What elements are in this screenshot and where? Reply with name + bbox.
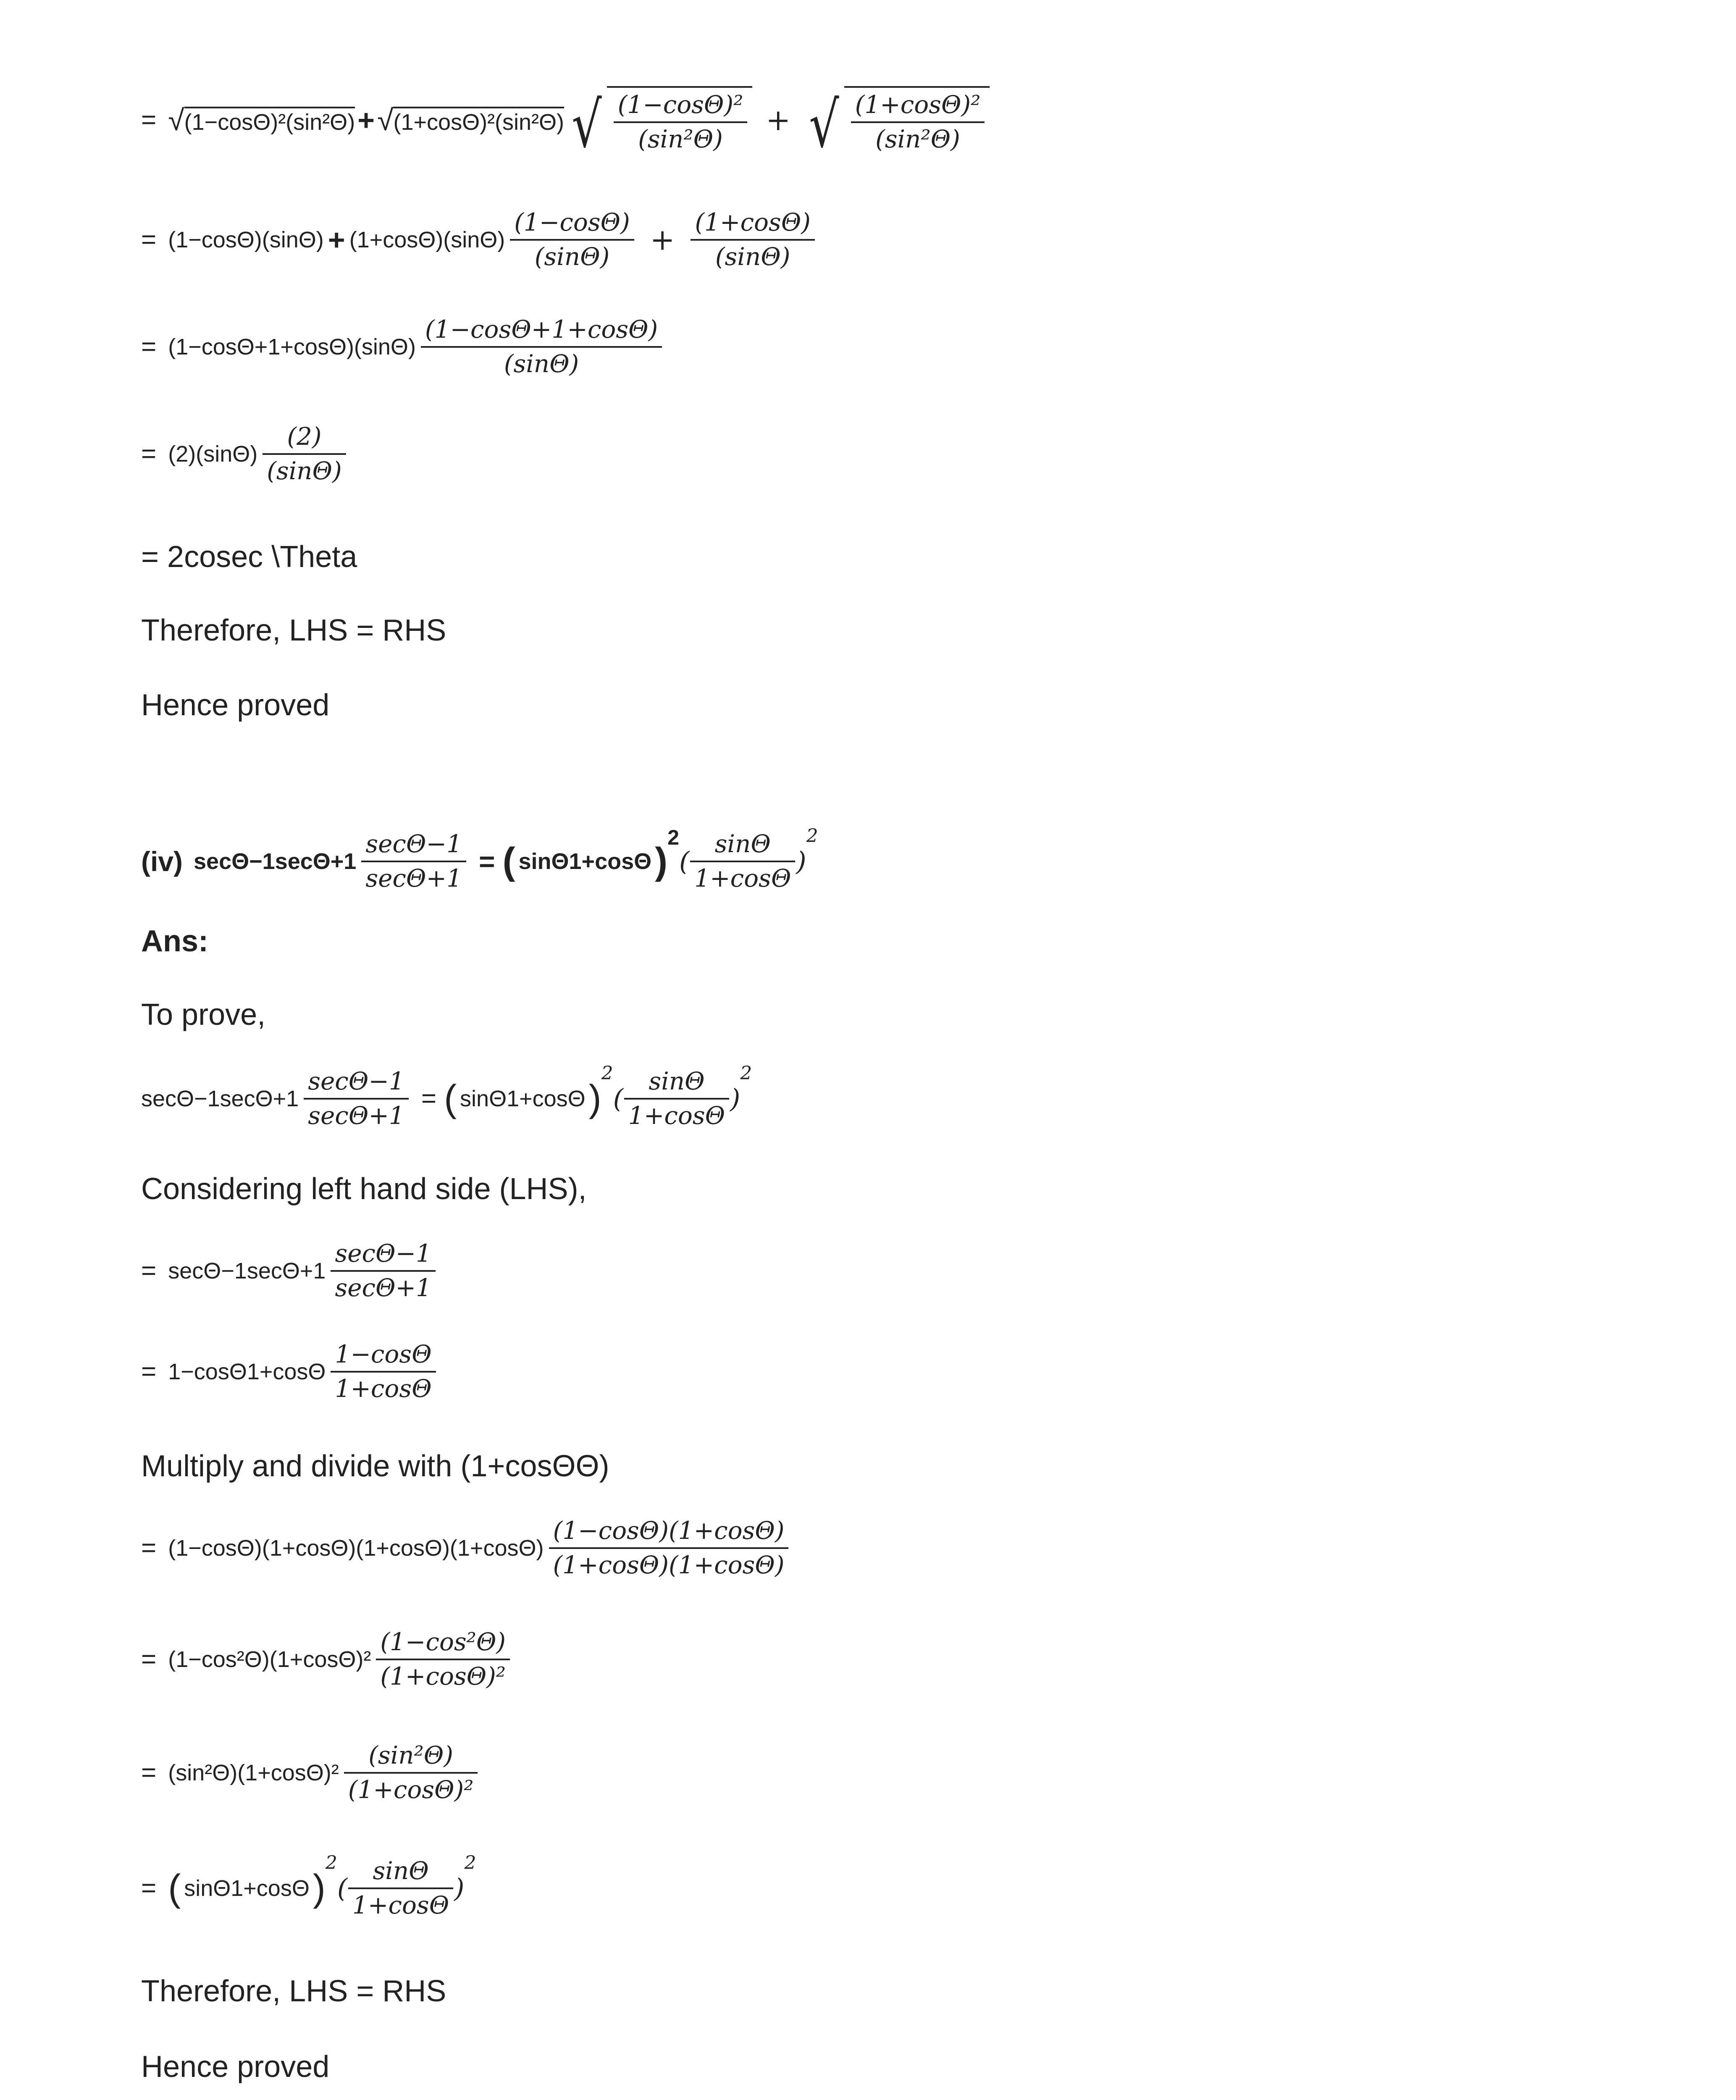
result-line: = 2cosec \Theta — [141, 540, 357, 574]
frac-denominator: 1+cosΘ — [335, 1374, 432, 1403]
plain-term-1: (1−cosΘ)(sinΘ) — [168, 227, 324, 252]
rhs-denominator: 1+cosΘ — [628, 1101, 725, 1130]
frac-numerator: (1−cos²Θ) — [380, 1628, 506, 1656]
hence-proved-line: Hence proved — [141, 688, 330, 722]
therefore-line-2: Therefore, LHS = RHS — [141, 1974, 446, 2008]
sqrt-frac-1-numerator: (1−cosΘ)² — [617, 90, 743, 119]
frac-numerator: (2) — [287, 422, 322, 451]
rhs-plain: sinΘ1+cosΘ — [518, 848, 652, 874]
plain-term: (1−cosΘ)(1+cosΘ)(1+cosΘ)(1+cosΘ) — [168, 1535, 544, 1561]
frac-numerator: sinΘ — [373, 1856, 429, 1885]
sqrt-frac-1-denominator: (sin²Θ) — [638, 124, 723, 153]
step-simplified-line: = (1−cosΘ)(sinΘ) + (1+cosΘ)(sinΘ) $\frac{(1-\cos\Theta)}{(\sin\Theta)}$ + $\frac{(1+\cos\Theta)}{(\sin\Theta)}$ — [141, 208, 820, 271]
frac-numerator: (1−cosΘ+1+cosΘ) — [425, 315, 658, 344]
step-sqrt-line: = √ (1−cosΘ)²(sin²Θ) + √ (1+cosΘ)²(sin²Θ) √ $\frac{\text{(1−cosΘ)²}}{\text{(sin²Θ)}}$ + √ $\frac{\text{(1+cosΘ)²}}{\text{(sin²Θ)}}$ — [141, 86, 992, 154]
statement-line: secΘ−1secΘ+1 $\frac{\sec\Theta-1}{\sec\Theta+1}$ = ( sinΘ1+cosΘ ) 2 ( $\frac{\sin\Theta}{1+\cos\Theta}$ ) 2 — [141, 1063, 752, 1130]
therefore-line: Therefore, LHS = RHS — [141, 614, 446, 647]
plain-term: (sin²Θ)(1+cosΘ)² — [168, 1760, 339, 1785]
frac-numerator: secΘ−1 — [335, 1239, 432, 1268]
lhs-plain: secΘ−1secΘ+1 — [194, 848, 357, 874]
rhs-denominator: 1+cosΘ — [694, 864, 791, 892]
rhs-numerator: sinΘ — [714, 830, 771, 858]
plain-term: (2)(sinΘ) — [168, 441, 258, 467]
frac-numerator: (1−cosΘ)(1+cosΘ) — [553, 1516, 785, 1545]
equals-sign: = — [478, 845, 495, 877]
lhs-step-4: = (1−cos²Θ)(1+cosΘ)² $\frac{\text{(1−cos²Θ)}}{\text{(1+cosΘ)²}}$ — [141, 1628, 515, 1691]
lhs-step-5: = (sin²Θ)(1+cosΘ)² $\frac{\text{(sin²Θ)}}{\text{(1+cosΘ)²}}$ — [141, 1741, 483, 1804]
rhs-exponent: 2 — [667, 826, 679, 849]
lhs-denominator: secΘ+1 — [365, 864, 462, 892]
lhs-step-6: = ( sinΘ1+cosΘ ) 2 ( $\frac{\sin\Theta}{1+\cos\Theta}$ ) 2 — [141, 1852, 476, 1919]
frac-denominator: (1+cosΘ)² — [348, 1775, 474, 1804]
step-combined-line: = (1−cosΘ+1+cosΘ)(sinΘ) $\frac{(1-\cos\Theta+1+\cos\Theta)}{(\sin\Theta)}$ — [141, 315, 667, 378]
lhs-plain: secΘ−1secΘ+1 — [141, 1086, 299, 1111]
plain-term: 1−cosΘ1+cosΘ — [168, 1359, 326, 1384]
frac-denominator: (sinΘ) — [267, 456, 342, 485]
considering-lhs-label: Considering left hand side (LHS), — [141, 1172, 587, 1206]
plain-term: (1−cosΘ+1+cosΘ)(sinΘ) — [168, 334, 416, 360]
plain-term-2: (1+cosΘ)(sinΘ) — [349, 227, 505, 252]
sqrt-frac-2-denominator: (sin²Θ) — [875, 124, 960, 153]
lhs-step-1: = secΘ−1secΘ+1 $\frac{\sec\Theta-1}{\sec\Theta+1}$ — [141, 1239, 441, 1302]
frac-1-denominator: (sinΘ) — [534, 242, 610, 271]
frac-numerator: 1−cosΘ — [335, 1340, 432, 1368]
frac-denominator: (1+cosΘ)(1+cosΘ) — [553, 1550, 785, 1579]
frac-denominator: (sinΘ) — [504, 349, 579, 378]
frac-denominator: 1+cosΘ — [352, 1890, 449, 1919]
hence-proved-line-2: Hence proved — [141, 2050, 330, 2084]
sqrt-term-1: (1−cosΘ)²(sin²Θ) — [184, 107, 355, 134]
frac-2-denominator: (sinΘ) — [715, 242, 791, 271]
plain-term: sinΘ1+cosΘ — [184, 1875, 310, 1901]
lhs-step-2: = 1−cosΘ1+cosΘ $\frac{1-\cos\Theta}{1+\cos\Theta}$ — [141, 1340, 441, 1403]
to-prove-label: To prove, — [141, 998, 266, 1032]
multiply-divide-note: Multiply and divide with (1+cosΘΘ) — [141, 1449, 609, 1483]
lhs-numerator: secΘ−1 — [365, 830, 462, 858]
rhs-frac-exponent: 2 — [806, 825, 818, 847]
lhs-denominator: secΘ+1 — [308, 1101, 404, 1130]
lhs-numerator: secΘ−1 — [308, 1067, 404, 1095]
question-label: (iv) — [141, 845, 183, 877]
frac-2-numerator: (1+cosΘ) — [695, 208, 811, 236]
plain-term: secΘ−1secΘ+1 — [168, 1258, 326, 1284]
answer-label: Ans: — [141, 924, 208, 958]
plain-term: (1−cos²Θ)(1+cosΘ)² — [168, 1646, 371, 1672]
frac-denominator: secΘ+1 — [335, 1273, 432, 1302]
frac-1-numerator: (1−cosΘ) — [514, 208, 630, 236]
rhs-numerator: sinΘ — [649, 1067, 705, 1095]
question-iv-heading: (iv) secΘ−1secΘ+1 $\frac{\sec\Theta-1}{\sec\Theta+1}$ = ( sinΘ1+cosΘ ) $^2$ ( $\frac{\sin\Theta}{1+\cos\Theta}$ ) 2 — [141, 825, 818, 892]
rhs-plain: sinΘ1+cosΘ — [460, 1086, 586, 1111]
lhs-step-3: = (1−cosΘ)(1+cosΘ)(1+cosΘ)(1+cosΘ) $\frac{(1-\cos\Theta)(1+\cos\Theta)}{(1+\cos\Theta)(1+\cos\Theta)}$ — [141, 1516, 793, 1580]
sqrt-frac-2-numerator: (1+cosΘ)² — [855, 90, 981, 119]
frac-numerator: (sin²Θ) — [368, 1741, 453, 1769]
step-two-line: = (2)(sinΘ) $\frac{(2)}{(\sin\Theta)}$ — [141, 422, 351, 486]
frac-denominator: (1+cosΘ)² — [380, 1662, 506, 1690]
sqrt-term-2: (1+cosΘ)²(sin²Θ) — [393, 107, 564, 134]
